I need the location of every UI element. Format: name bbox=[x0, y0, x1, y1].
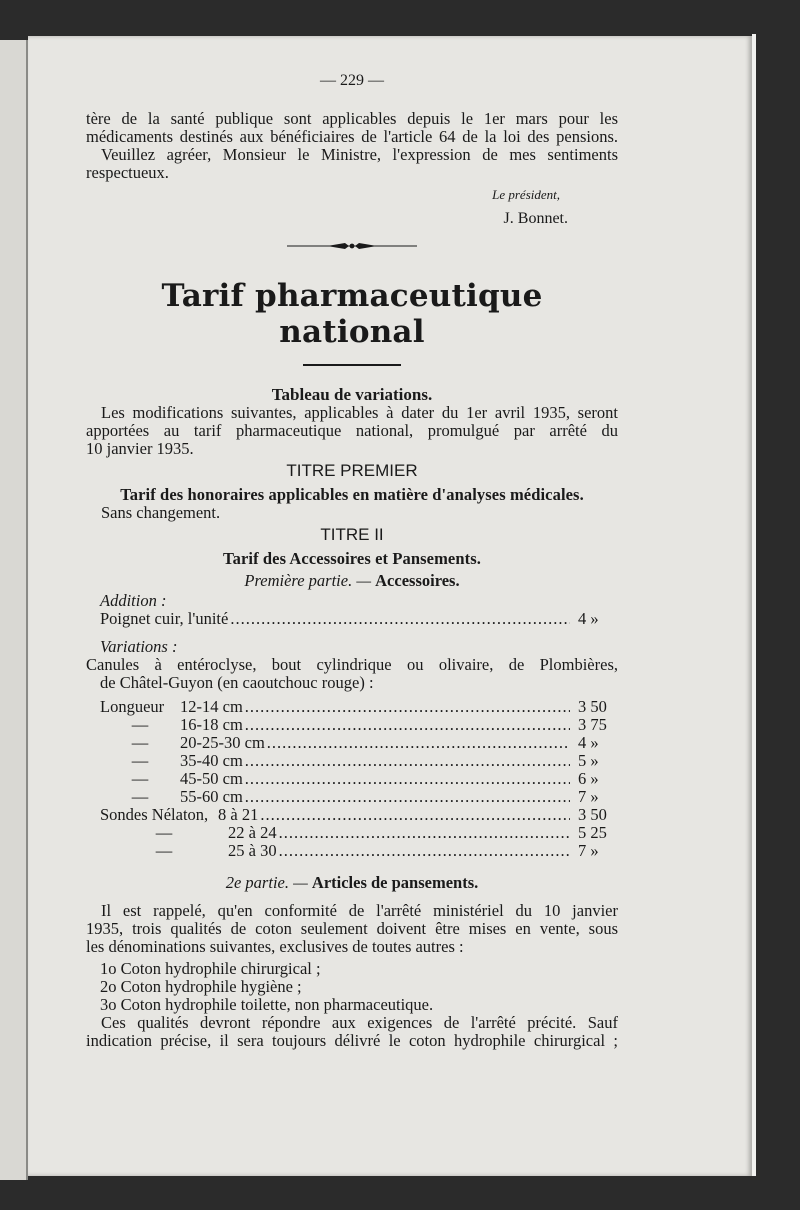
canules-line: de Châtel-Guyon (en caoutchouc rouge) : bbox=[100, 673, 374, 692]
variations-label: Variations : bbox=[100, 637, 178, 656]
signature-name: J. Bonnet. bbox=[503, 210, 568, 227]
leader-dots bbox=[245, 788, 570, 806]
table-row bbox=[86, 824, 618, 842]
titre-premier-heading: Tarif des honoraires applicables en matière d'analyses médicales. bbox=[120, 485, 584, 504]
leader-dots bbox=[279, 824, 570, 842]
row-label: — bbox=[155, 841, 173, 860]
page-edge bbox=[752, 34, 756, 1176]
row-size: 16-18 cm bbox=[180, 715, 243, 734]
row-size: 8 à 21 bbox=[218, 805, 259, 824]
page-content bbox=[86, 72, 618, 1050]
row-label: — bbox=[131, 751, 149, 770]
titre-premier-note: Sans changement. bbox=[101, 503, 221, 522]
list-item: 3o Coton hydrophile toilette, non pharmaceutique. bbox=[100, 995, 434, 1014]
ornament-divider bbox=[287, 240, 417, 252]
row-value: 3 75 bbox=[578, 715, 607, 734]
intro-line: tère de la santé publique sont applicables depuis le 1er mars pour les bbox=[86, 109, 618, 128]
row-value: 5 » bbox=[578, 751, 599, 770]
leader-dots bbox=[230, 610, 570, 628]
leader-dots bbox=[245, 752, 570, 770]
leader-dots bbox=[267, 734, 570, 752]
list-item: 2o Coton hydrophile hygiène ; bbox=[100, 977, 302, 996]
addition-label: Addition : bbox=[100, 591, 167, 610]
part2-bold: Articles de pansements. bbox=[311, 873, 479, 892]
part2-heading bbox=[86, 874, 618, 892]
row-value: 4 » bbox=[578, 733, 599, 752]
row-size: 25 à 30 bbox=[228, 841, 277, 860]
leader-dots bbox=[245, 698, 570, 716]
titre-premier-label: TITRE PREMIER bbox=[286, 461, 418, 480]
title-rule bbox=[303, 364, 401, 366]
preamble-line: 10 janvier 1935. bbox=[86, 439, 194, 458]
row-label: — bbox=[131, 715, 149, 734]
row-label: Longueur bbox=[100, 697, 165, 716]
signature-role: Le président, bbox=[492, 187, 560, 202]
paragraph-line: indication précise, il sera toujours délivré le coton hydrophile chirurgical ; bbox=[86, 1031, 618, 1050]
row-size: 22 à 24 bbox=[228, 823, 277, 842]
page-number: — 229 — bbox=[320, 72, 384, 89]
paragraph-line: Ces qualités devront répondre aux exigences de l'arrêté précité. Sauf bbox=[101, 1013, 618, 1032]
part2-italic: 2e partie. — bbox=[225, 873, 308, 892]
row-value: 7 » bbox=[578, 841, 599, 860]
subtitle: Tableau de variations. bbox=[271, 385, 433, 404]
paragraph-line: Il est rappelé, qu'en conformité de l'arrêté ministériel du 10 janvier bbox=[101, 901, 618, 920]
paragraph-line: 1935, trois qualités de coton seulement doivent être mises en vente, sous bbox=[86, 919, 618, 938]
row-value: 3 50 bbox=[578, 805, 607, 824]
table-row bbox=[86, 770, 618, 788]
row-label: Sondes Nélaton, bbox=[100, 805, 209, 824]
previous-page-edge bbox=[0, 40, 28, 1180]
row-value: 5 25 bbox=[578, 823, 607, 842]
addition-item: Poignet cuir, l'unité bbox=[100, 609, 229, 628]
table-row bbox=[86, 752, 618, 770]
preamble-line: Les modifications suivantes, applicables à dater du 1er avril 1935, seront bbox=[101, 403, 618, 422]
row-size: 45-50 cm bbox=[180, 769, 243, 788]
table-row bbox=[86, 788, 618, 806]
row-value: 7 » bbox=[578, 787, 599, 806]
row-value: 3 50 bbox=[578, 697, 607, 716]
leader-dots bbox=[245, 716, 570, 734]
row-size: 35-40 cm bbox=[180, 751, 243, 770]
paragraph-line: les dénominations suivantes, exclusives de toutes autres : bbox=[86, 937, 464, 956]
titre-ii-label: TITRE II bbox=[320, 525, 384, 544]
leader-dots bbox=[260, 806, 570, 824]
leader-dots bbox=[245, 770, 570, 788]
page-title: Tarif pharmaceutique national bbox=[161, 278, 543, 350]
part1-bold: Accessoires. bbox=[375, 571, 460, 590]
leader-dots bbox=[279, 842, 570, 860]
row-label: — bbox=[131, 769, 149, 788]
row-label: — bbox=[131, 733, 149, 752]
row-value: 6 » bbox=[578, 769, 599, 788]
row-size: 12-14 cm bbox=[180, 697, 243, 716]
variations-table bbox=[86, 698, 618, 860]
list-item: 1o Coton hydrophile chirurgical ; bbox=[100, 959, 321, 978]
addition-row bbox=[86, 610, 618, 628]
table-row bbox=[86, 806, 618, 824]
part1-italic: Première partie. — bbox=[244, 571, 372, 590]
row-size: 55-60 cm bbox=[180, 787, 243, 806]
table-row bbox=[86, 716, 618, 734]
row-label: — bbox=[131, 787, 149, 806]
row-label: — bbox=[155, 823, 173, 842]
intro-line: Veuillez agréer, Monsieur le Ministre, l'expression de mes sentiments bbox=[101, 145, 618, 164]
preamble-line: apportées au tarif pharmaceutique national, promulgué par arrêté du bbox=[86, 421, 618, 440]
addition-value: 4 » bbox=[578, 609, 599, 628]
titre-ii-heading: Tarif des Accessoires et Pansements. bbox=[223, 549, 481, 568]
table-row bbox=[86, 698, 618, 716]
intro-line: médicaments destinés aux bénéficiaires de l'article 64 de la loi des pensions. bbox=[86, 127, 618, 146]
canules-line: Canules à entéroclyse, bout cylindrique ou olivaire, de Plombières, bbox=[86, 655, 618, 674]
intro-line: respectueux. bbox=[86, 163, 169, 182]
part1-heading bbox=[86, 572, 618, 590]
table-row bbox=[86, 842, 618, 860]
table-row bbox=[86, 734, 618, 752]
row-size: 20-25-30 cm bbox=[180, 733, 265, 752]
